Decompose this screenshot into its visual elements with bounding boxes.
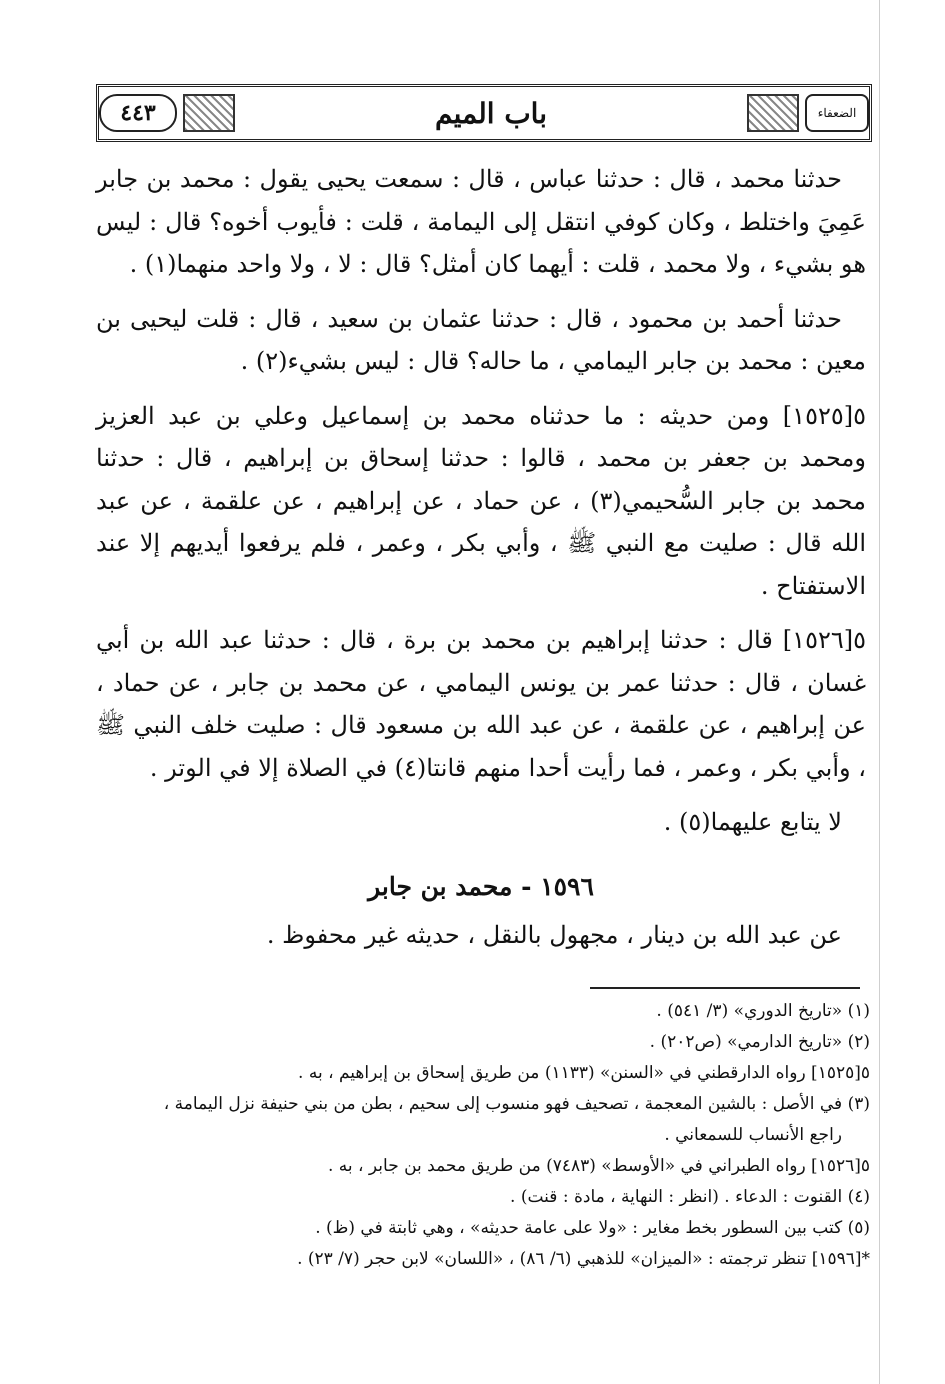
footnote: (١) «تاريخ الدوري» (٣/ ٥٤١) . [656,1001,870,1021]
paragraph: لا يتابع عليهما(٥) . [663,808,842,836]
book-logo: الضعفاء [805,94,869,132]
footnote: (٣) في الأصل : بالشين المعجمة ، تصحيف فهو منسوب إلى سحيم ، بطن من بني حنيفة نزل اليمامة ، [163,1094,870,1114]
page-edge-rule [879,0,880,1384]
ornament-right [747,94,799,132]
hadith-paragraph: ٥[١٥٢٥] ومن حديثه : ما حدثناه محمد بن إسماعيل وعلي بن عبد العزيز ومحمد بن جعفر بن محمد ، قالوا : حدثنا إسحاق بن إبراهيم ، قال : حدثنا محمد بن جابر السُّحيمي(٣) ، عن حماد ، عن إبراهيم ، عن علقمة ، عن عبد الله قال : صليت مع النبي ﷺ ، وأبي بكر ، وعمر ، فلم يرفعوا أيديهم إلا عند الاستفتاح . [96,401,867,600]
footnote: (٤) القنوت : الدعاء . (انظر : النهاية ، مادة : قنت) . [510,1187,870,1207]
footnotes [150,996,870,1275]
footnote: ٥[١٥٢٥] رواه الدارقطني في «السنن» (١١٣٣) من طريق إسحاق بن إبراهيم ، به . [298,1063,870,1083]
footnote: (٢) «تاريخ الدارمي» (ص٢٠٢) . [649,1032,870,1052]
footnote: *[١٥٩٦] تنظر ترجمته : «الميزان» للذهبي (٦/ ٨٦) ، «اللسان» لابن حجر (٧/ ٢٣) . [297,1249,870,1269]
paragraph: حدثنا أحمد بن محمود ، قال : حدثنا عثمان بن سعيد ، قال : قلت ليحيى بن معين : محمد بن جابر اليمامي ، ما حاله؟ قال : ليس بشيء(٢) . [96,304,866,375]
page-number: ٤٤٣ [99,94,177,132]
chapter-title: باب الميم [434,96,547,130]
footnote-separator [590,987,860,989]
footnote: ٥[١٥٢٦] رواه الطبراني في «الأوسط» (٧٤٨٣) من طريق محمد بن جابر ، به . [327,1156,870,1176]
footnote-continuation: راجع الأنساب للسمعاني . [664,1125,842,1145]
page-header [96,84,872,142]
main-text [96,158,866,969]
footnote: (٥) كتب بين السطور بخط مغاير : «ولا على عامة حديثه» ، وهي ثابتة في (ظ) . [315,1218,870,1238]
paragraph: عن عبد الله بن دينار ، مجهول بالنقل ، حديثه غير محفوظ . [266,921,842,949]
ornament-left [183,94,235,132]
paragraph: حدثنا محمد ، قال : حدثنا عباس ، قال : سمعت يحيى يقول : محمد بن جابر عَمِيَ واختلط ، وكان كوفي انتقل إلى اليمامة ، قلت : فأيوب أخوه؟ قال : ليس هو بشيء ، ولا محمد ، قلت : أيهما كان أمثل؟ قال : لا ، ولا واحد منهما(١) . [96,165,866,278]
entry-heading: ١٥٩٦ - محمد بن جابر [368,871,594,901]
hadith-paragraph: ٥[١٥٢٦] قال : حدثنا إبراهيم بن محمد بن برة ، قال : حدثنا عبد الله بن أبي غسان ، قال : حدثنا عمر بن يونس اليمامي ، عن محمد بن جابر ، عن حماد ، عن إبراهيم ، عن علقمة ، عن عبد الله بن مسعود قال : صليت خلف النبي ﷺ ، وأبي بكر ، وعمر ، فما رأيت أحدا منهم قانتا(٤) في الصلاة إلا في الوتر . [96,626,866,782]
